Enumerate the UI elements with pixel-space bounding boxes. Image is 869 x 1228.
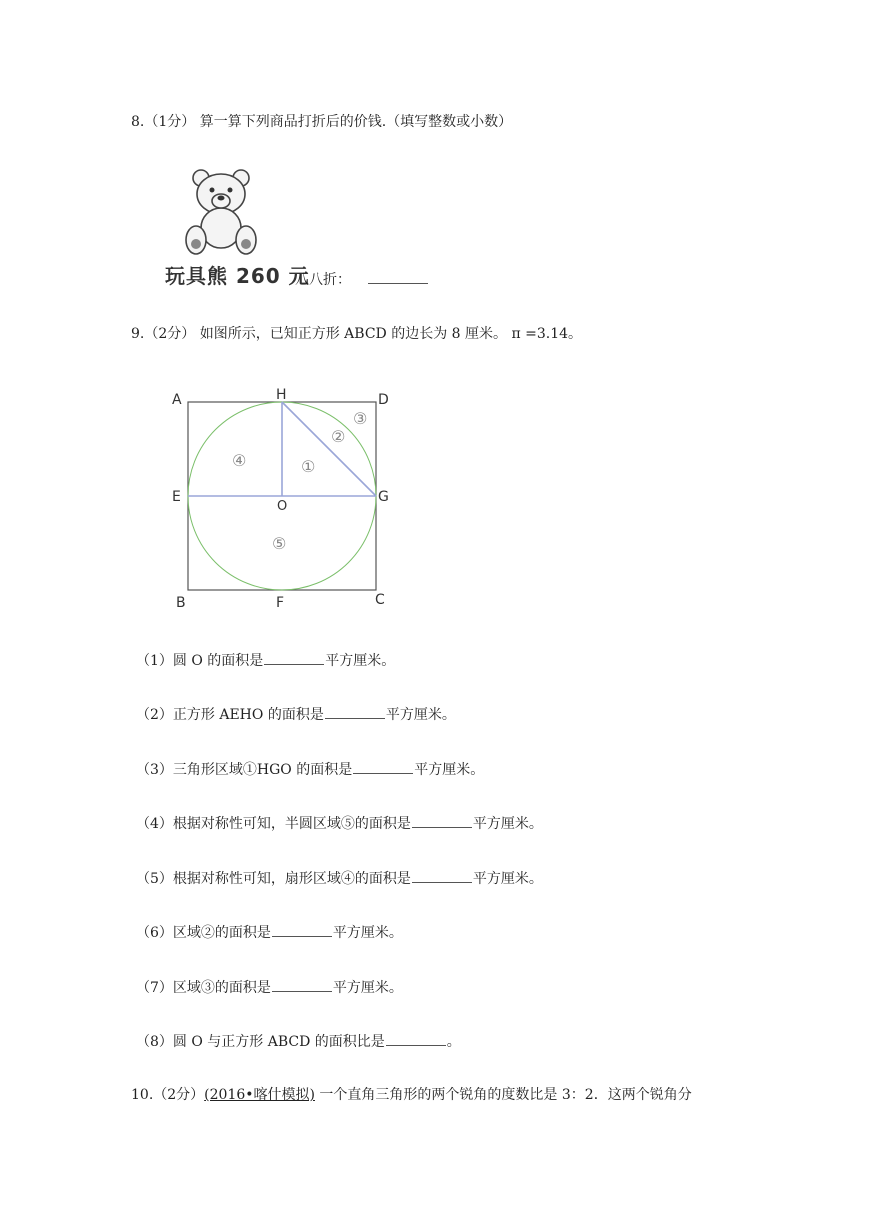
part-6-text: （6）区域②的面积是 <box>136 925 271 941</box>
answer-blank-part-3[interactable] <box>353 759 413 774</box>
q9-part-7 <box>136 977 403 998</box>
label-b: B <box>176 595 186 611</box>
label-d: D <box>378 392 389 408</box>
label-c: C <box>375 592 385 608</box>
region-2-label: ② <box>331 427 346 446</box>
q9-part-8 <box>136 1031 461 1052</box>
part-2-unit: 平方厘米。 <box>385 707 456 723</box>
part-1-unit: 平方厘米。 <box>325 653 396 669</box>
part-5-text: （5）根据对称性可知，扇形区域④的面积是 <box>136 871 411 887</box>
answer-blank-part-6[interactable] <box>272 922 332 937</box>
answer-blank-part-1[interactable] <box>264 650 324 665</box>
part-1-text: （1）圆 O 的面积是 <box>136 653 264 669</box>
region-1-label: ① <box>301 457 316 476</box>
label-o: O <box>277 499 288 514</box>
answer-blank-part-2[interactable] <box>325 704 385 719</box>
part-5-unit: 平方厘米。 <box>472 871 543 887</box>
answer-blank-part-4[interactable] <box>412 813 472 828</box>
label-h: H <box>276 387 287 403</box>
discount-row <box>295 269 429 290</box>
question-10-prefix: 10.（2分） <box>131 1087 205 1103</box>
toy-price-caption: 玩具熊 260 元 <box>165 264 310 288</box>
square-circle-figure <box>168 382 398 612</box>
label-g: G <box>378 489 389 505</box>
q9-part-3 <box>136 759 484 780</box>
part-4-text: （4）根据对称性可知，半圆区域⑤的面积是 <box>136 816 411 832</box>
question-10-stem <box>131 1085 692 1105</box>
discount-label: 八八折： <box>295 272 351 288</box>
q9-part-1 <box>136 650 395 671</box>
answer-blank-part-8[interactable] <box>386 1031 446 1046</box>
part-8-unit: 。 <box>446 1034 461 1050</box>
question-10-text: 一个直角三角形的两个锐角的度数比是 3：2．这两个锐角分 <box>314 1087 692 1103</box>
region-3-label: ③ <box>353 409 368 428</box>
answer-blank-part-5[interactable] <box>412 868 472 883</box>
region-5-label: ⑤ <box>272 534 287 553</box>
part-6-unit: 平方厘米。 <box>332 925 403 941</box>
part-4-unit: 平方厘米。 <box>472 816 543 832</box>
label-f: F <box>276 595 285 611</box>
part-7-unit: 平方厘米。 <box>332 980 403 996</box>
part-3-unit: 平方厘米。 <box>414 762 485 778</box>
part-3-text: （3）三角形区域①HGO 的面积是 <box>136 762 353 778</box>
teddy-bear-image <box>183 168 263 258</box>
question-10-source-link[interactable]: (2016•喀什模拟) <box>204 1087 315 1103</box>
answer-blank-part-7[interactable] <box>272 977 332 992</box>
part-7-text: （7）区域③的面积是 <box>136 980 271 996</box>
region-4-label: ④ <box>232 451 247 470</box>
label-a: A <box>172 392 182 408</box>
q9-part-4 <box>136 813 543 834</box>
label-e: E <box>172 489 181 505</box>
q9-part-2 <box>136 704 456 725</box>
q9-part-5 <box>136 868 543 889</box>
question-9-stem: 9.（2分） 如图所示，已知正方形 ABCD 的边长为 8 厘米。 π =3.14。 <box>131 326 583 342</box>
part-2-text: （2）正方形 AEHO 的面积是 <box>136 707 324 723</box>
q9-part-6 <box>136 922 403 943</box>
answer-blank-q8[interactable] <box>368 269 428 284</box>
question-8-stem: 8.（1分） 算一算下列商品打折后的价钱.（填写整数或小数） <box>131 114 513 130</box>
part-8-text: （8）圆 O 与正方形 ABCD 的面积比是 <box>136 1034 385 1050</box>
